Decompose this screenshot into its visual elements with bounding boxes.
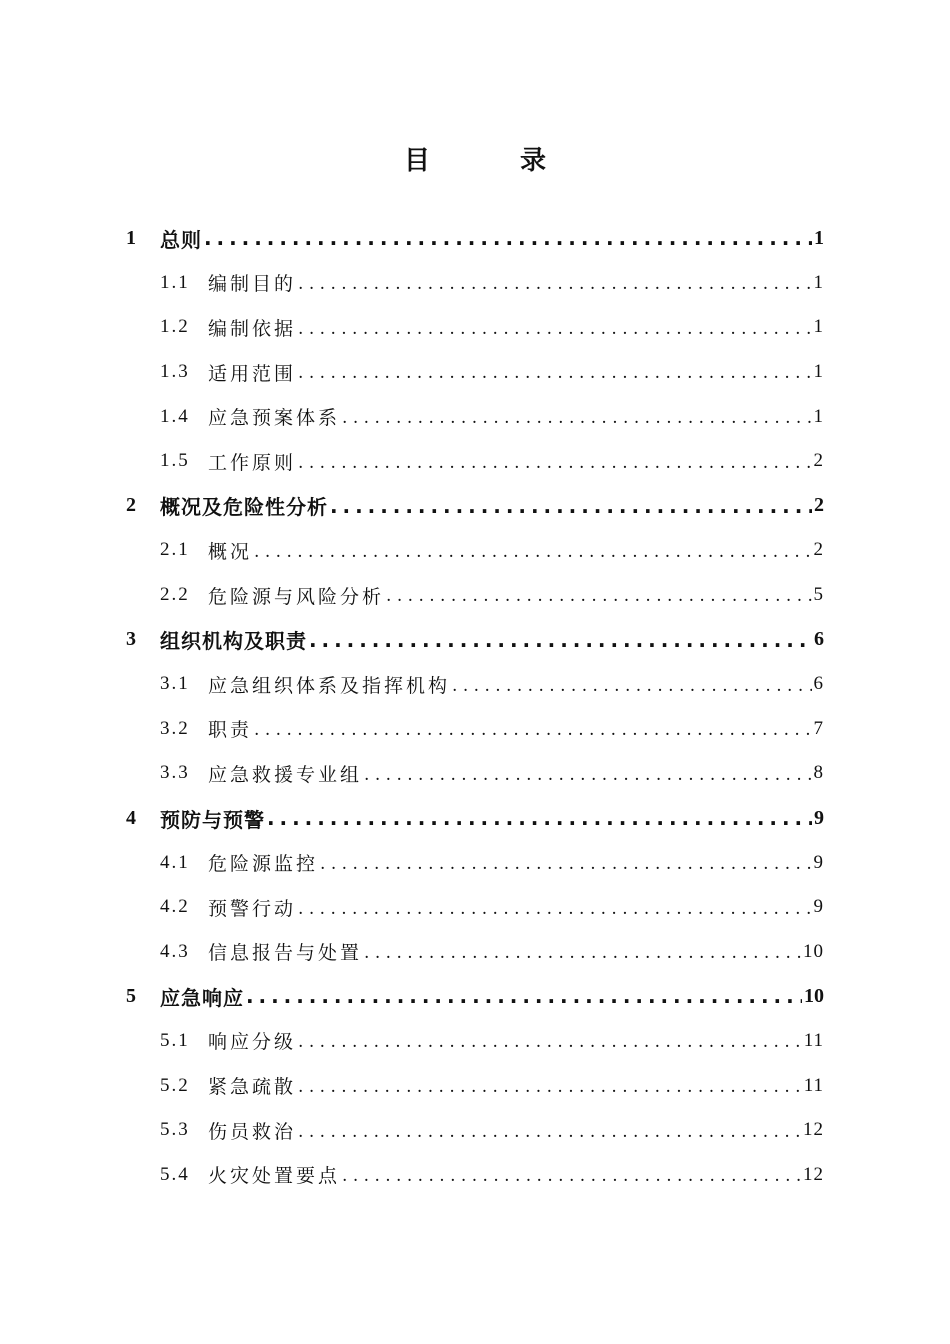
toc-entry-title: 紧急疏散	[208, 1076, 297, 1099]
toc-dot-leader	[204, 226, 812, 250]
toc-entry-title: 预警行动	[208, 897, 297, 920]
toc-section-entry[interactable]	[0, 885, 950, 930]
toc-page-number: 9	[814, 806, 824, 829]
toc-entry-number: 5.3	[160, 1119, 190, 1141]
toc-entry-title: 编制依据	[208, 317, 297, 340]
toc-page-number: 12	[803, 1119, 824, 1141]
toc-page-number: 9	[813, 851, 824, 873]
toc-page-number: 2	[813, 450, 824, 472]
toc-page-number: 1	[813, 316, 824, 338]
toc-section-entry[interactable]	[0, 1108, 950, 1153]
toc-entry-title: 危险源与风险分析	[208, 585, 385, 608]
toc-page-number: 1	[813, 405, 824, 427]
toc-section-entry[interactable]	[0, 1152, 950, 1197]
toc-dot-leader	[364, 762, 811, 785]
toc-entry-title: 应急响应	[160, 985, 244, 1010]
toc-section-entry[interactable]	[0, 305, 950, 350]
toc-entry-title: 应急组织体系及指挥机构	[208, 674, 451, 697]
toc-page-number: 6	[813, 673, 824, 695]
toc-entry-number: 4.2	[160, 896, 190, 918]
toc-entry-title: 编制目的	[208, 273, 297, 296]
toc-entry-title: 信息报告与处置	[208, 942, 363, 965]
toc-dot-leader	[342, 1163, 801, 1186]
toc-section-entry[interactable]	[0, 751, 950, 796]
toc-chapter-entry[interactable]	[0, 617, 950, 662]
toc-dot-leader	[254, 539, 811, 562]
toc-page-number: 10	[803, 940, 824, 962]
toc-section-entry[interactable]	[0, 707, 950, 752]
toc-list	[0, 216, 950, 1197]
toc-page-number: 11	[803, 1029, 824, 1051]
toc-entry-number: 2.1	[160, 539, 190, 561]
toc-page-number: 2	[814, 494, 824, 517]
toc-section-entry[interactable]	[0, 1019, 950, 1064]
toc-section-entry[interactable]	[0, 1063, 950, 1108]
toc-dot-leader	[254, 717, 811, 740]
toc-dot-leader	[320, 851, 811, 874]
toc-dot-leader	[309, 628, 812, 652]
toc-entry-title: 伤员救治	[208, 1120, 297, 1143]
toc-dot-leader	[298, 361, 811, 384]
toc-dot-leader	[386, 584, 811, 607]
toc-entry-number: 3	[126, 628, 136, 651]
toc-dot-leader	[342, 405, 811, 428]
toc-entry-number: 4	[126, 806, 136, 829]
toc-entry-title: 应急救援专业组	[208, 763, 363, 786]
toc-section-entry[interactable]	[0, 350, 950, 395]
toc-entry-number: 2.2	[160, 584, 190, 606]
toc-entry-title: 应急预案体系	[208, 407, 341, 430]
toc-section-entry[interactable]	[0, 662, 950, 707]
toc-entry-title: 适用范围	[208, 362, 297, 385]
toc-page-number: 1	[813, 361, 824, 383]
toc-entry-title: 总则	[160, 227, 202, 252]
toc-section-entry[interactable]	[0, 930, 950, 975]
toc-entry-number: 5.4	[160, 1163, 190, 1185]
toc-section-entry[interactable]	[0, 840, 950, 885]
toc-entry-title: 概况	[208, 540, 253, 563]
toc-section-entry[interactable]	[0, 439, 950, 484]
toc-section-entry[interactable]	[0, 573, 950, 618]
toc-page-number: 12	[803, 1163, 824, 1185]
toc-chapter-entry[interactable]	[0, 484, 950, 529]
toc-entry-number: 4.3	[160, 940, 190, 962]
toc-dot-leader	[298, 450, 811, 473]
toc-page-number: 2	[813, 539, 824, 561]
toc-entry-title: 危险源监控	[208, 853, 319, 876]
toc-chapter-entry[interactable]	[0, 974, 950, 1019]
toc-dot-leader	[298, 1119, 801, 1142]
toc-dot-leader	[298, 1074, 802, 1097]
toc-page-number: 1	[813, 271, 824, 293]
toc-entry-title: 预防与预警	[160, 807, 265, 832]
toc-title: 目 录	[403, 146, 578, 176]
toc-entry-number: 5.1	[160, 1029, 190, 1051]
toc-entry-number: 4.1	[160, 851, 190, 873]
toc-dot-leader	[452, 673, 811, 696]
toc-entry-number: 3.1	[160, 673, 190, 695]
toc-entry-number: 1.4	[160, 405, 190, 427]
toc-page-number: 7	[813, 717, 824, 739]
toc-entry-number: 1.5	[160, 450, 190, 472]
toc-entry-number: 1.1	[160, 271, 190, 293]
toc-page-number: 1	[814, 226, 824, 249]
toc-dot-leader	[298, 1030, 802, 1053]
toc-dot-leader	[330, 494, 812, 518]
toc-entry-number: 1	[126, 226, 136, 249]
toc-dot-leader	[267, 806, 812, 830]
toc-page-number: 6	[814, 628, 824, 651]
toc-chapter-entry[interactable]	[0, 796, 950, 841]
toc-page-number: 11	[803, 1074, 824, 1096]
toc-entry-title: 组织机构及职责	[160, 629, 307, 654]
toc-entry-number: 3.3	[160, 762, 190, 784]
toc-section-entry[interactable]	[0, 261, 950, 306]
toc-entry-title: 工作原则	[208, 451, 297, 474]
toc-entry-number: 1.2	[160, 316, 190, 338]
toc-page-number: 10	[804, 984, 824, 1007]
toc-dot-leader	[298, 316, 811, 339]
toc-dot-leader	[298, 271, 811, 294]
toc-page-number: 8	[813, 762, 824, 784]
toc-dot-leader	[298, 896, 811, 919]
toc-section-entry[interactable]	[0, 528, 950, 573]
toc-entry-number: 5	[126, 984, 136, 1007]
toc-dot-leader	[364, 940, 801, 963]
toc-entry-number: 3.2	[160, 717, 190, 739]
toc-entry-title: 火灾处置要点	[208, 1165, 341, 1188]
toc-page-number: 5	[813, 584, 824, 606]
toc-chapter-entry[interactable]	[0, 216, 950, 261]
toc-entry-title: 概况及危险性分析	[160, 495, 328, 520]
toc-entry-number: 2	[126, 494, 136, 517]
toc-entry-number: 1.3	[160, 361, 190, 383]
toc-entry-title: 职责	[208, 719, 253, 742]
toc-entry-title: 响应分级	[208, 1031, 297, 1054]
toc-page-number: 9	[813, 896, 824, 918]
toc-entry-number: 5.2	[160, 1074, 190, 1096]
toc-dot-leader	[246, 984, 802, 1008]
toc-section-entry[interactable]	[0, 394, 950, 439]
